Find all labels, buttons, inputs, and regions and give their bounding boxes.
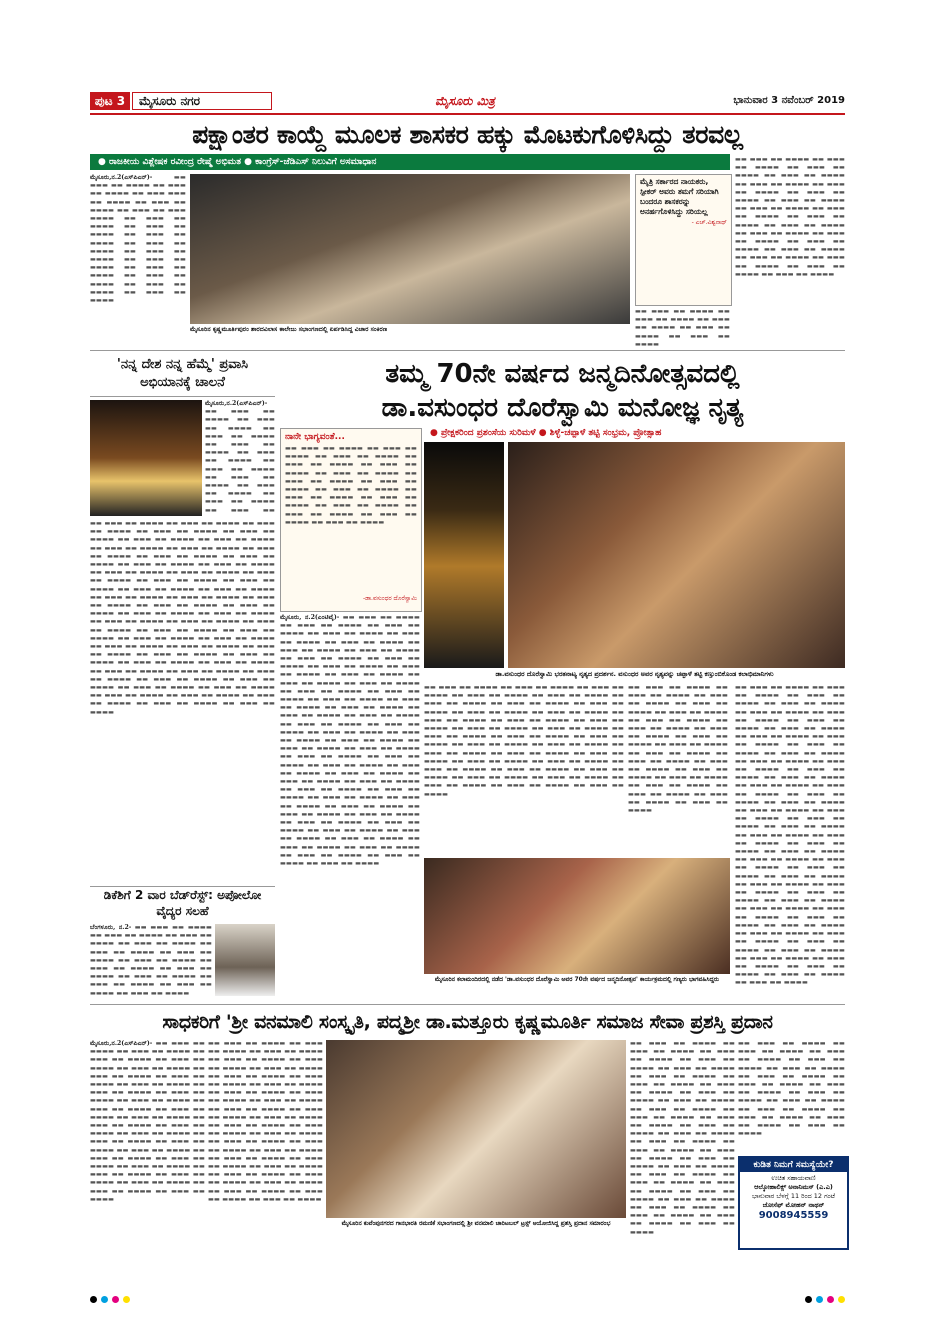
brief1-headline: 'ನನ್ನ ದೇಶ ನನ್ನ ಹೆಮ್ಮೆ' ಪ್ರವಾಸಿ ಅಭಿಯಾನಕ್ಕೆ ಚಾಲನೆ — [116, 357, 249, 390]
helpline-line-1: ಉಚಿತ ಸಹಾಯವಾಣಿ — [771, 1174, 816, 1182]
helpline-title: ಕುಡಿತ ನಿಮಗೆ ಸಮಸ್ಯೆಯೇ? — [740, 1158, 847, 1172]
feature-caption-1: ಡಾ.ವಸುಂಧರ ದೊರೆಸ್ವಾಮಿ ಭರತನಾಟ್ಯ ನೃತ್ಯದ ಪ್ರದರ್ಶನ. ವಸುಂಧರ ಅವರ ನೃತ್ಯವನ್ನು ಚಪ್ಪಾಳೆ ತಟ್ಟಿ ಕಣ್ತುಂಬಿಕೊಂಡ ಕಲಾಭಿಮಾನಿಗಳು — [495, 670, 774, 678]
bottom-column-4: ▬▬ ▬▬▬ ▬▬ ▬▬▬▬ ▬▬ ▬▬▬ ▬▬ ▬▬▬▬ ▬▬ ▬▬▬ ▬▬ ▬▬▬▬ ▬▬ ▬▬▬ ▬▬ ▬▬▬▬ ▬▬ ▬▬▬ ▬▬ ▬▬▬▬ ▬▬ ▬▬▬ ▬▬ ▬▬▬▬ ▬▬ ▬▬▬ ▬▬ ▬▬▬▬ ▬▬ ▬▬▬ ▬▬ ▬▬▬▬ ▬▬ ▬▬▬ ▬▬ ▬▬▬▬ ▬▬ ▬▬▬ ▬▬ ▬▬▬▬ ▬▬ ▬▬▬ ▬▬ ▬▬▬▬ ▬▬ ▬▬▬ ▬▬ ▬▬▬▬ ▬▬ ▬▬▬ ▬▬ ▬▬▬▬ ▬▬ ▬▬▬ ▬▬ ▬▬▬▬ — [738, 1040, 845, 1138]
lead-column-5: ▬▬ ▬▬▬ ▬▬ ▬▬▬▬ ▬▬ ▬▬▬ ▬▬ ▬▬▬▬ ▬▬ ▬▬▬ ▬▬ ▬▬▬▬ ▬▬ ▬▬▬ ▬▬ ▬▬▬▬ ▬▬ ▬▬▬ ▬▬ ▬▬▬▬ ▬▬ ▬▬▬ ▬▬ ▬▬▬▬ ▬▬ ▬▬▬ ▬▬ ▬▬▬▬ ▬▬ ▬▬▬ ▬▬ ▬▬▬▬ ▬▬ ▬▬▬ ▬▬ ▬▬▬▬ ▬▬ ▬▬▬ ▬▬ ▬▬▬▬ ▬▬ ▬▬▬ ▬▬ ▬▬▬▬ ▬▬ ▬▬▬ ▬▬ ▬▬▬▬ ▬▬ ▬▬▬ ▬▬ ▬▬▬▬ ▬▬ ▬▬▬ ▬▬ ▬▬▬▬ ▬▬ ▬▬▬ ▬▬ ▬▬▬▬ ▬▬ ▬▬▬ ▬▬ ▬▬▬▬ ▬▬ ▬▬▬ ▬▬ ▬▬▬▬ ▬▬ ▬▬▬ ▬▬ ▬▬▬▬ ▬▬ ▬▬▬ ▬▬ ▬▬▬▬ ▬▬ ▬▬▬ ▬▬ ▬▬▬▬ — [735, 156, 845, 278]
feature-column-1: ಮೈಸೂರು, ನ.2(ಎಂಟಿವೈ)- ▬▬ ▬▬▬ ▬▬ ▬▬▬▬ ▬▬ ▬▬▬ ▬▬ ▬▬▬▬ ▬▬ ▬▬▬ ▬▬ ▬▬▬▬ ▬▬ ▬▬▬ ▬▬ ▬▬▬▬ ▬▬ ▬▬▬ ▬▬ ▬▬▬▬ ▬▬ ▬▬▬ ▬▬ ▬▬▬▬ ▬▬ ▬▬▬ ▬▬ ▬▬▬▬ ▬▬ ▬▬▬ ▬▬ ▬▬▬▬ ▬▬ ▬▬▬ ▬▬ ▬▬▬▬ ▬▬ ▬▬▬ ▬▬ ▬▬▬▬ ▬▬ ▬▬▬ ▬▬ ▬▬▬▬ ▬▬ ▬▬▬ ▬▬ ▬▬▬▬ ▬▬ ▬▬▬ ▬▬ ▬▬▬▬ ▬▬ ▬▬▬ ▬▬ ▬▬▬▬ ▬▬ ▬▬▬ ▬▬ ▬▬▬▬ ▬▬ ▬▬▬ ▬▬ ▬▬▬▬ ▬▬ ▬▬▬ ▬▬ ▬▬▬▬ ▬▬ ▬▬▬ ▬▬ ▬▬▬▬ ▬▬ ▬▬▬ ▬▬ ▬▬▬▬ ▬▬ ▬▬▬ ▬▬ ▬▬▬▬ ▬▬ ▬▬▬ ▬▬ ▬▬▬▬ ▬▬ ▬▬▬ ▬▬ ▬▬▬▬ ▬▬ ▬▬▬ ▬▬ ▬▬▬▬ ▬▬ ▬▬▬ ▬▬ ▬▬▬▬ ▬▬ ▬▬▬ ▬▬ ▬▬▬▬ ▬▬ ▬▬▬ ▬▬ ▬▬▬▬ ▬▬ ▬▬▬ ▬▬ ▬▬▬▬ ▬▬ ▬▬▬ ▬▬ ▬▬▬▬ ▬▬ ▬▬▬ ▬▬ ▬▬▬▬ ▬▬ ▬▬▬ ▬▬ ▬▬▬▬ ▬▬ ▬▬▬ ▬▬ ▬▬▬▬ ▬▬ ▬▬▬ ▬▬ ▬▬▬▬ ▬▬ ▬▬▬ ▬▬ ▬▬▬▬ ▬▬ ▬▬▬ ▬▬ ▬▬▬▬ ▬▬ ▬▬▬ ▬▬ ▬▬▬▬ ▬▬ ▬▬▬ ▬▬ ▬▬▬▬ ▬▬ ▬▬▬ ▬▬ ▬▬▬▬ ▬▬ ▬▬▬ ▬▬ ▬▬▬▬ ▬▬ ▬▬▬ ▬▬ ▬▬▬▬ ▬▬ ▬▬▬ ▬▬ ▬▬▬▬ ▬▬ ▬▬▬ ▬▬ ▬▬▬▬ ▬▬ ▬▬▬ ▬▬ ▬▬▬▬ ▬▬ ▬▬▬ ▬▬ ▬▬▬▬ ▬▬ ▬▬▬ ▬▬ ▬▬▬▬ ▬▬ ▬▬▬ ▬▬ ▬▬▬▬ ▬▬ ▬▬▬ ▬▬ ▬▬▬▬ ▬▬ ▬▬▬ ▬▬ ▬▬▬▬ ▬▬ ▬▬▬ ▬▬ ▬▬▬▬ ▬▬ ▬▬▬ ▬▬ ▬▬▬▬ ▬▬ ▬▬▬ ▬▬ ▬▬▬▬ ▬▬ ▬▬▬ ▬▬ ▬▬▬▬ ▬▬ ▬▬▬ ▬▬ ▬▬▬▬ ▬▬ ▬▬▬ ▬▬ ▬▬▬▬ — [280, 614, 420, 868]
feature-quote-body: ▬▬ ▬▬▬ ▬▬ ▬▬▬▬ ▬▬ ▬▬▬ ▬▬ ▬▬▬▬ ▬▬ ▬▬▬ ▬▬ ▬▬▬▬ ▬▬ ▬▬▬ ▬▬ ▬▬▬▬ ▬▬ ▬▬▬ ▬▬ ▬▬▬▬ ▬▬ ▬▬▬ ▬▬ ▬▬▬▬ ▬▬ ▬▬▬ ▬▬ ▬▬▬▬ ▬▬ ▬▬▬ ▬▬ ▬▬▬▬ ▬▬ ▬▬▬ ▬▬ ▬▬▬▬ ▬▬ ▬▬▬ ▬▬ ▬▬▬▬ ▬▬ ▬▬▬ ▬▬ ▬▬▬▬ ▬▬ ▬▬▬ ▬▬ ▬▬▬▬ ▬▬ ▬▬▬ ▬▬ ▬▬▬▬ ▬▬ ▬▬▬ ▬▬ ▬▬▬▬ ▬▬ ▬▬▬ ▬▬ ▬▬▬▬ — [285, 445, 417, 526]
brief1-photo-vehicle — [90, 400, 202, 516]
lead-column-4: ▬▬ ▬▬▬ ▬▬ ▬▬▬▬ ▬▬ ▬▬▬ ▬▬ ▬▬▬▬ ▬▬ ▬▬▬ ▬▬ ▬▬▬▬ ▬▬ ▬▬▬ ▬▬ ▬▬▬▬ ▬▬ ▬▬▬ ▬▬ ▬▬▬▬ — [635, 308, 730, 348]
feature-headline-line1: ತಮ್ಮ 70ನೇ ವರ್ಷದ ಜನ್ಮದಿನೋತ್ಸವದಲ್ಲಿ — [385, 359, 740, 389]
feature-column-4: ▬▬ ▬▬▬ ▬▬ ▬▬▬▬ ▬▬ ▬▬▬ ▬▬ ▬▬▬▬ ▬▬ ▬▬▬ ▬▬ ▬▬▬▬ ▬▬ ▬▬▬ ▬▬ ▬▬▬▬ ▬▬ ▬▬▬ ▬▬ ▬▬▬▬ ▬▬ ▬▬▬ ▬▬ ▬▬▬▬ ▬▬ ▬▬▬ ▬▬ ▬▬▬▬ ▬▬ ▬▬▬ ▬▬ ▬▬▬▬ ▬▬ ▬▬▬ ▬▬ ▬▬▬▬ ▬▬ ▬▬▬ ▬▬ ▬▬▬▬ ▬▬ ▬▬▬ ▬▬ ▬▬▬▬ ▬▬ ▬▬▬ ▬▬ ▬▬▬▬ ▬▬ ▬▬▬ ▬▬ ▬▬▬▬ ▬▬ ▬▬▬ ▬▬ ▬▬▬▬ ▬▬ ▬▬▬ ▬▬ ▬▬▬▬ ▬▬ ▬▬▬ ▬▬ ▬▬▬▬ ▬▬ ▬▬▬ ▬▬ ▬▬▬▬ ▬▬ ▬▬▬ ▬▬ ▬▬▬▬ ▬▬ ▬▬▬ ▬▬ ▬▬▬▬ ▬▬ ▬▬▬ ▬▬ ▬▬▬▬ ▬▬ ▬▬▬ ▬▬ ▬▬▬▬ ▬▬ ▬▬▬ ▬▬ ▬▬▬▬ ▬▬ ▬▬▬ ▬▬ ▬▬▬▬ ▬▬ ▬▬▬ ▬▬ ▬▬▬▬ ▬▬ ▬▬▬ ▬▬ ▬▬▬▬ ▬▬ ▬▬▬ ▬▬ ▬▬▬▬ ▬▬ ▬▬▬ ▬▬ ▬▬▬▬ ▬▬ ▬▬▬ ▬▬ ▬▬▬▬ ▬▬ ▬▬▬ ▬▬ ▬▬▬▬ ▬▬ ▬▬▬ ▬▬ ▬▬▬▬ ▬▬ ▬▬▬ ▬▬ ▬▬▬▬ ▬▬ ▬▬▬ ▬▬ ▬▬▬▬ ▬▬ ▬▬▬ ▬▬ ▬▬▬▬ ▬▬ ▬▬▬ ▬▬ ▬▬▬▬ ▬▬ ▬▬▬ ▬▬ ▬▬▬▬ ▬▬ ▬▬▬ ▬▬ ▬▬▬▬ ▬▬ ▬▬▬ ▬▬ ▬▬▬▬ ▬▬ ▬▬▬ ▬▬ ▬▬▬▬ ▬▬ ▬▬▬ ▬▬ ▬▬▬▬ ▬▬ ▬▬▬ ▬▬ ▬▬▬▬ ▬▬ ▬▬▬ ▬▬ ▬▬▬▬ ▬▬ ▬▬▬ ▬▬ ▬▬▬▬ ▬▬ ▬▬▬ ▬▬ ▬▬▬▬ ▬▬ ▬▬▬ ▬▬ ▬▬▬▬ ▬▬ ▬▬▬ ▬▬ ▬▬▬▬ ▬▬ ▬▬▬ ▬▬ ▬▬▬▬ ▬▬ ▬▬▬ ▬▬ ▬▬▬▬ ▬▬ ▬▬▬ ▬▬ ▬▬▬▬ ▬▬ ▬▬▬ ▬▬ ▬▬▬▬ — [735, 684, 845, 987]
brief1-dateline: ಮೈಸೂರು,ನ.2(ಎಸ್‌ಪಿಎನ್)- — [205, 400, 268, 407]
lead-headline: ಪಕ್ಷಾಂತರ ಕಾಯ್ದೆ ಮೂಲಕ ಶಾಸಕರ ಹಕ್ಕು ಮೊಟಕುಗೊಳಿಸಿದ್ದು ತರವಲ್ಲ — [192, 120, 743, 149]
masthead: ಮೈಸೂರು ಮಿತ್ರ — [435, 94, 495, 108]
reg-dot — [112, 1296, 119, 1303]
lead-photo-caption: ಮೈಸೂರಿನ ಕೃಷ್ಣಮೂರ್ತಿಪುರಂ ಶಾರದವಿಲಾಸ ಕಾಲೇಜು ಸಭಾಂಗಣದಲ್ಲಿ ಏರ್ಪಡಿಸಿದ್ದ ವಿಚಾರ ಸಂಕಿರಣ — [190, 326, 388, 333]
registration-dots-bottom-left — [90, 1296, 130, 1303]
section-divider-2 — [90, 1004, 845, 1005]
feature-quote-title: ನಾನೇ ಭಾಗ್ಯವಂತೆ... — [285, 432, 345, 442]
lead-quote-text: ಮೈತ್ರಿ ಸರ್ಕಾರದ ನಾಯಕರು, ಸ್ಪೀಕರ್ ಅವರು ತಮಗೆ ಸರಿಯಾಗಿ ಬಂದರೂ ಶಾಸಕರನ್ನು ಅನರ್ಹಗೊಳಿಸಿದ್ದು ಸರಿಯಲ್ಲ — [640, 177, 719, 216]
brief1-header — [90, 356, 275, 397]
section-title: ಮೈಸೂರು ನಗರ — [132, 92, 272, 110]
feature-quote-box — [280, 428, 422, 612]
bottom-caption: ಮೈಸೂರಿನ ಕುವೆಂಪುನಗರದ ಗಾನಭಾರತಿ ರಮಣಿಕೆ ಸಭಾಂಗಣದಲ್ಲಿ ಶ್ರೀ ವನಮಾಲಿ ಚಾರಿಟಬಲ್ ಟ್ರಸ್ಟ್ ಆಯೋಜಿಸಿದ್ದ ಪ್ರಶಸ್ತಿ ಪ್ರದಾನ ಸಮಾರಂಭ — [341, 1220, 611, 1227]
feature-dateline: ಮೈಸೂರು, ನ.2(ಎಂಟಿವೈ)- — [280, 614, 340, 621]
feature-quote-signature: -ಡಾ.ವಸುಂಧರ ದೊರೆಸ್ವಾಮಿ — [362, 595, 417, 602]
bottom-photo-award — [326, 1040, 626, 1218]
feature-column-3: ▬▬ ▬▬▬ ▬▬ ▬▬▬▬ ▬▬ ▬▬▬ ▬▬ ▬▬▬▬ ▬▬ ▬▬▬ ▬▬ ▬▬▬▬ ▬▬ ▬▬▬ ▬▬ ▬▬▬▬ ▬▬ ▬▬▬ ▬▬ ▬▬▬▬ ▬▬ ▬▬▬ ▬▬ ▬▬▬▬ ▬▬ ▬▬▬ ▬▬ ▬▬▬▬ ▬▬ ▬▬▬ ▬▬ ▬▬▬▬ ▬▬ ▬▬▬ ▬▬ ▬▬▬▬ ▬▬ ▬▬▬ ▬▬ ▬▬▬▬ ▬▬ ▬▬▬ ▬▬ ▬▬▬▬ ▬▬ ▬▬▬ ▬▬ ▬▬▬▬ ▬▬ ▬▬▬ ▬▬ ▬▬▬▬ ▬▬ ▬▬▬ ▬▬ ▬▬▬▬ ▬▬ ▬▬▬ ▬▬ ▬▬▬▬ ▬▬ ▬▬▬ ▬▬ ▬▬▬▬ ▬▬ ▬▬▬ ▬▬ ▬▬▬▬ ▬▬ ▬▬▬ ▬▬ ▬▬▬▬ ▬▬ ▬▬▬ ▬▬ ▬▬▬▬ — [628, 684, 728, 815]
brief2-column: ಬೆಂಗಳೂರು, ನ.2- ▬▬ ▬▬▬ ▬▬ ▬▬▬▬ ▬▬ ▬▬▬ ▬▬ ▬▬▬▬ ▬▬ ▬▬▬ ▬▬ ▬▬▬▬ ▬▬ ▬▬▬ ▬▬ ▬▬▬▬ ▬▬ ▬▬▬ ▬▬ ▬▬▬▬ ▬▬ ▬▬▬ ▬▬ ▬▬▬▬ ▬▬ ▬▬▬ ▬▬ ▬▬▬▬ ▬▬ ▬▬▬ ▬▬ ▬▬▬▬ ▬▬ ▬▬▬ ▬▬ ▬▬▬▬ ▬▬ ▬▬▬ ▬▬ ▬▬▬▬ ▬▬ ▬▬▬ ▬▬ ▬▬▬▬ ▬▬ ▬▬▬ ▬▬ ▬▬▬▬ ▬▬ ▬▬▬ ▬▬ ▬▬▬▬ — [90, 924, 212, 997]
lead-dateline: ಮೈಸೂರು,ನ.2(ಎಸ್‌ಪಿಎನ್)- — [90, 174, 153, 181]
bottom-column-3: ▬▬ ▬▬▬ ▬▬ ▬▬▬▬ ▬▬ ▬▬▬ ▬▬ ▬▬▬▬ ▬▬ ▬▬▬ ▬▬ ▬▬▬▬ ▬▬ ▬▬▬ ▬▬ ▬▬▬▬ ▬▬ ▬▬▬ ▬▬ ▬▬▬▬ ▬▬ ▬▬▬ ▬▬ ▬▬▬▬ ▬▬ ▬▬▬ ▬▬ ▬▬▬▬ ▬▬ ▬▬▬ ▬▬ ▬▬▬▬ ▬▬ ▬▬▬ ▬▬ ▬▬▬▬ ▬▬ ▬▬▬ ▬▬ ▬▬▬▬ ▬▬ ▬▬▬ ▬▬ ▬▬▬▬ ▬▬ ▬▬▬ ▬▬ ▬▬▬▬ ▬▬ ▬▬▬ ▬▬ ▬▬▬▬ ▬▬ ▬▬▬ ▬▬ ▬▬▬▬ ▬▬ ▬▬▬ ▬▬ ▬▬▬▬ ▬▬ ▬▬▬ ▬▬ ▬▬▬▬ ▬▬ ▬▬▬ ▬▬ ▬▬▬▬ ▬▬ ▬▬▬ ▬▬ ▬▬▬▬ ▬▬ ▬▬▬ ▬▬ ▬▬▬▬ ▬▬ ▬▬▬ ▬▬ ▬▬▬▬ ▬▬ ▬▬▬ ▬▬ ▬▬▬▬ ▬▬ ▬▬▬ ▬▬ ▬▬▬▬ ▬▬ ▬▬▬ ▬▬ ▬▬▬▬ ▬▬ ▬▬▬ ▬▬ ▬▬▬▬ ▬▬ ▬▬▬ ▬▬ ▬▬▬▬ ▬▬ ▬▬▬ ▬▬ ▬▬▬▬ ▬▬ ▬▬▬ ▬▬ ▬▬▬▬ ▬▬ ▬▬▬ ▬▬ ▬▬▬▬ ▬▬ ▬▬▬ ▬▬ ▬▬▬▬ — [630, 1040, 735, 1236]
newspaper-page — [90, 92, 845, 1252]
bottom-column-1: ಮೈಸೂರು,ನ.2(ಎಸ್‌ಪಿಎನ್)- ▬▬ ▬▬▬ ▬▬ ▬▬▬▬ ▬▬ ▬▬▬ ▬▬ ▬▬▬▬ ▬▬ ▬▬▬ ▬▬ ▬▬▬▬ ▬▬ ▬▬▬ ▬▬ ▬▬▬▬ ▬▬ ▬▬▬ ▬▬ ▬▬▬▬ ▬▬ ▬▬▬ ▬▬ ▬▬▬▬ ▬▬ ▬▬▬ ▬▬ ▬▬▬▬ ▬▬ ▬▬▬ ▬▬ ▬▬▬▬ ▬▬ ▬▬▬ ▬▬ ▬▬▬▬ ▬▬ ▬▬▬ ▬▬ ▬▬▬▬ ▬▬ ▬▬▬ ▬▬ ▬▬▬▬ ▬▬ ▬▬▬ ▬▬ ▬▬▬▬ ▬▬ ▬▬▬ ▬▬ ▬▬▬▬ ▬▬ ▬▬▬ ▬▬ ▬▬▬▬ ▬▬ ▬▬▬ ▬▬ ▬▬▬▬ ▬▬ ▬▬▬ ▬▬ ▬▬▬▬ ▬▬ ▬▬▬ ▬▬ ▬▬▬▬ ▬▬ ▬▬▬ ▬▬ ▬▬▬▬ ▬▬ ▬▬▬ ▬▬ ▬▬▬▬ ▬▬ ▬▬▬ ▬▬ ▬▬▬▬ ▬▬ ▬▬▬ ▬▬ ▬▬▬▬ ▬▬ ▬▬▬ ▬▬ ▬▬▬▬ ▬▬ ▬▬▬ ▬▬ ▬▬▬▬ ▬▬ ▬▬▬ ▬▬ ▬▬▬▬ ▬▬ ▬▬▬ ▬▬ ▬▬▬▬ ▬▬ ▬▬▬ ▬▬ ▬▬▬▬ ▬▬ ▬▬▬ ▬▬ ▬▬▬▬ ▬▬ ▬▬▬ ▬▬ ▬▬▬▬ — [90, 1040, 205, 1203]
helpline-line-2: ಆಲ್ಕೋಹಾಲಿಕ್ಸ್ ಅನಾನಿಮಸ್ (ಎ.ಎ) — [754, 1183, 833, 1191]
lead-quote-box — [635, 174, 732, 306]
header-rule — [90, 113, 845, 115]
brief1-column-b: ▬▬ ▬▬▬ ▬▬ ▬▬▬▬ ▬▬ ▬▬▬ ▬▬ ▬▬▬▬ ▬▬ ▬▬▬ ▬▬ ▬▬▬▬ ▬▬ ▬▬▬ ▬▬ ▬▬▬▬ ▬▬ ▬▬▬ ▬▬ ▬▬▬▬ ▬▬ ▬▬▬ ▬▬ ▬▬▬▬ ▬▬ ▬▬▬ ▬▬ ▬▬▬▬ ▬▬ ▬▬▬ ▬▬ ▬▬▬▬ ▬▬ ▬▬▬ ▬▬ ▬▬▬▬ ▬▬ ▬▬▬ ▬▬ ▬▬▬▬ ▬▬ ▬▬▬ ▬▬ ▬▬▬▬ ▬▬ ▬▬▬ ▬▬ ▬▬▬▬ ▬▬ ▬▬▬ ▬▬ ▬▬▬▬ ▬▬ ▬▬▬ ▬▬ ▬▬▬▬ ▬▬ ▬▬▬ ▬▬ ▬▬▬▬ ▬▬ ▬▬▬ ▬▬ ▬▬▬▬ ▬▬ ▬▬▬ ▬▬ ▬▬▬▬ ▬▬ ▬▬▬ ▬▬ ▬▬▬▬ ▬▬ ▬▬▬ ▬▬ ▬▬▬▬ ▬▬ ▬▬▬ ▬▬ ▬▬▬▬ ▬▬ ▬▬▬ ▬▬ ▬▬▬▬ ▬▬ ▬▬▬ ▬▬ ▬▬▬▬ ▬▬ ▬▬▬ ▬▬ ▬▬▬▬ ▬▬ ▬▬▬ ▬▬ ▬▬▬▬ ▬▬ ▬▬▬ ▬▬ ▬▬▬▬ ▬▬ ▬▬▬ ▬▬ ▬▬▬▬ ▬▬ ▬▬▬ ▬▬ ▬▬▬▬ ▬▬ ▬▬▬ ▬▬ ▬▬▬▬ ▬▬ ▬▬▬ ▬▬ ▬▬▬▬ ▬▬ ▬▬▬ ▬▬ ▬▬▬▬ ▬▬ ▬▬▬ ▬▬ ▬▬▬▬ ▬▬ ▬▬▬ ▬▬ ▬▬▬▬ ▬▬ ▬▬▬ ▬▬ ▬▬▬▬ ▬▬ ▬▬▬ ▬▬ ▬▬▬▬ ▬▬ ▬▬▬ ▬▬ ▬▬▬▬ ▬▬ ▬▬▬ ▬▬ ▬▬▬▬ ▬▬ ▬▬▬ ▬▬ ▬▬▬▬ ▬▬ ▬▬▬ ▬▬ ▬▬▬▬ ▬▬ ▬▬▬ ▬▬ ▬▬▬▬ ▬▬ ▬▬▬ ▬▬ ▬▬▬▬ ▬▬ ▬▬▬ ▬▬ ▬▬▬▬ ▬▬ ▬▬▬ ▬▬ ▬▬▬▬ ▬▬ ▬▬▬ ▬▬ ▬▬▬▬ ▬▬ ▬▬▬ ▬▬ ▬▬▬▬ ▬▬ ▬▬▬ ▬▬ ▬▬▬▬ ▬▬ ▬▬▬ ▬▬ ▬▬▬▬ ▬▬ ▬▬▬ ▬▬ ▬▬▬▬ ▬▬ ▬▬▬ ▬▬ ▬▬▬▬ ▬▬ ▬▬▬ ▬▬ ▬▬▬▬ ▬▬ ▬▬▬ ▬▬ ▬▬▬▬ ▬▬ ▬▬▬ ▬▬ ▬▬▬▬ ▬▬ ▬▬▬ ▬▬ ▬▬▬▬ ▬▬ ▬▬▬ ▬▬ ▬▬▬▬ ▬▬ ▬▬▬ ▬▬ ▬▬▬▬ — [90, 520, 275, 716]
lead-subline: ● ರಾಜಕೀಯ ವಿಶ್ಲೇಷಕ ರವೀಂದ್ರ ರೇಷ್ಮೆ ಅಭಿಮತ ● ಕಾಂಗ್ರೆಸ್-ಜೆಡಿಎಸ್ ನಿಲುವಿಗೆ ಅಸಮಾಧಾನ — [90, 154, 730, 170]
brief2-headline: ಡಿಕೆಶಿಗೆ 2 ವಾರ ಬೆಡ್‌ರೆಸ್ಟ್: ಅಪೋಲೋ ವೈದ್ಯರ ಸಲಹೆ — [103, 888, 262, 918]
helpline-line-4: ಜೋಸೆಫ್ ಮೋಹನ್ ನಾಥನ್ — [762, 1201, 825, 1209]
lead-photo-seminar — [190, 174, 630, 324]
feature-subline: ● ಪ್ರೇಕ್ಷಕರಿಂದ ಪ್ರಶಂಸೆಯ ಸುರಿಮಳೆ ● ಶಿಳ್ಳೆ-ಚಪ್ಪಾಳೆ ತಟ್ಟಿ ಸಂಭ್ರಮ, ಪ್ರೋತ್ಸಾಹ — [430, 428, 662, 438]
helpline-phone: 9008945559 — [758, 1210, 829, 1221]
issue-date: ಭಾನುವಾರ 3 ನವೆಂಬರ್ 2019 — [733, 95, 845, 106]
helpline-box — [738, 1156, 849, 1250]
brief2-photo-portrait — [215, 924, 275, 996]
bottom-dateline: ಮೈಸೂರು,ನ.2(ಎಸ್‌ಪಿಎನ್)- — [90, 1040, 153, 1047]
reg-dot — [805, 1296, 812, 1303]
brief1-column-a: ಮೈಸೂರು,ನ.2(ಎಸ್‌ಪಿಎನ್)- ▬▬ ▬▬▬ ▬▬ ▬▬▬▬ ▬▬ ▬▬▬ ▬▬ ▬▬▬▬ ▬▬ ▬▬▬ ▬▬ ▬▬▬▬ ▬▬ ▬▬▬ ▬▬ ▬▬▬▬ ▬▬ ▬▬▬ ▬▬ ▬▬▬▬ ▬▬ ▬▬▬ ▬▬ ▬▬▬▬ ▬▬ ▬▬▬ ▬▬ ▬▬▬▬ ▬▬ ▬▬▬ ▬▬ ▬▬▬▬ ▬▬ ▬▬▬ ▬▬ ▬▬▬▬ ▬▬ ▬▬▬ ▬▬ — [205, 400, 275, 514]
lead-column-1: ಮೈಸೂರು,ನ.2(ಎಸ್‌ಪಿಎನ್)- ▬▬ ▬▬▬ ▬▬ ▬▬▬▬ ▬▬ ▬▬▬ ▬▬ ▬▬▬▬ ▬▬ ▬▬▬ ▬▬▬ ▬▬ ▬▬▬▬ ▬▬ ▬▬▬ ▬▬ ▬▬▬▬ ▬▬ ▬▬▬ ▬▬ ▬▬▬ ▬▬▬▬ ▬▬ ▬▬▬ ▬▬ ▬▬▬▬ ▬▬ ▬▬▬ ▬▬ ▬▬▬▬ ▬▬ ▬▬▬ ▬▬ ▬▬▬▬ ▬▬ ▬▬▬ ▬▬ ▬▬▬▬ ▬▬ ▬▬▬ ▬▬ ▬▬▬▬ ▬▬ ▬▬▬ ▬▬ ▬▬▬▬ ▬▬ ▬▬▬ ▬▬ ▬▬▬▬ ▬▬ ▬▬▬ ▬▬ ▬▬▬▬ ▬▬ ▬▬▬ ▬▬ ▬▬▬▬ ▬▬ ▬▬▬ ▬▬ ▬▬▬▬ — [90, 174, 186, 305]
reg-dot — [101, 1296, 108, 1303]
feature-caption-2: ಮೈಸೂರಿನ ಕಲಾಮಂದಿರದಲ್ಲಿ ನಡೆದ 'ಡಾ.ವಸುಂಧರ ದೊರೆಸ್ವಾಮಿ ಅವರ 70ನೇ ವರ್ಷದ ಜನ್ಮದಿನೋತ್ಸವ' ಕಾರ್ಯಕ್ರಮದಲ್ಲಿ ಗಣ್ಯರು ಭಾಗವಹಿಸಿದ್ದರು — [434, 976, 720, 983]
reg-dot — [123, 1296, 130, 1303]
reg-dot — [838, 1296, 845, 1303]
registration-dots-bottom-right — [805, 1296, 845, 1303]
brief2-header — [90, 886, 275, 923]
reg-dot — [827, 1296, 834, 1303]
section-divider — [90, 350, 845, 351]
reg-dot — [816, 1296, 823, 1303]
helpline-line-3: ಭಾನುವಾರ ಬೆಳಗ್ಗೆ 11 ರಿಂದ 12 ಗಂಟೆ — [752, 1192, 835, 1200]
feature-photo-dancer — [424, 442, 504, 668]
feature-photo-audience — [508, 442, 845, 668]
feature-photo-guests — [424, 858, 730, 974]
page-number: ಪುಟ 3 — [90, 92, 130, 110]
bottom-column-2: ▬▬ ▬▬▬ ▬▬ ▬▬▬▬ ▬▬ ▬▬▬ ▬▬ ▬▬▬▬ ▬▬ ▬▬▬ ▬▬ ▬▬▬▬ ▬▬ ▬▬▬ ▬▬ ▬▬▬▬ ▬▬ ▬▬▬ ▬▬ ▬▬▬▬ ▬▬ ▬▬▬ ▬▬ ▬▬▬▬ ▬▬ ▬▬▬ ▬▬ ▬▬▬▬ ▬▬ ▬▬▬ ▬▬ ▬▬▬▬ ▬▬ ▬▬▬ ▬▬ ▬▬▬▬ ▬▬ ▬▬▬ ▬▬ ▬▬▬▬ ▬▬ ▬▬▬ ▬▬ ▬▬▬▬ ▬▬ ▬▬▬ ▬▬ ▬▬▬▬ ▬▬ ▬▬▬ ▬▬ ▬▬▬▬ ▬▬ ▬▬▬ ▬▬ ▬▬▬▬ ▬▬ ▬▬▬ ▬▬ ▬▬▬▬ ▬▬ ▬▬▬ ▬▬ ▬▬▬▬ ▬▬ ▬▬▬ ▬▬ ▬▬▬▬ ▬▬ ▬▬▬ ▬▬ ▬▬▬▬ ▬▬ ▬▬▬ ▬▬ ▬▬▬▬ ▬▬ ▬▬▬ ▬▬ ▬▬▬▬ ▬▬ ▬▬▬ ▬▬ ▬▬▬▬ ▬▬ ▬▬▬ ▬▬ ▬▬▬▬ ▬▬ ▬▬▬ ▬▬ ▬▬▬▬ ▬▬ ▬▬▬ ▬▬ ▬▬▬▬ ▬▬ ▬▬▬ ▬▬ ▬▬▬▬ ▬▬ ▬▬▬ ▬▬ ▬▬▬▬ ▬▬ ▬▬▬ ▬▬ ▬▬▬▬ ▬▬ ▬▬▬ ▬▬ ▬▬▬▬ ▬▬ ▬▬▬ ▬▬ ▬▬▬▬ ▬▬ ▬▬▬ ▬▬ ▬▬▬▬ — [208, 1040, 323, 1203]
reg-dot — [90, 1296, 97, 1303]
lead-quote-signature: - ಎಚ್.ವಿಶ್ವನಾಥ್ — [691, 219, 727, 226]
brief2-dateline: ಬೆಂಗಳೂರು, ನ.2- — [90, 924, 132, 931]
bottom-headline: ಸಾಧಕರಿಗೆ 'ಶ್ರೀ ವನಮಾಲಿ ಸಂಸ್ಕೃತಿ, ಪದ್ಮಶ್ರೀ ಡಾ.ಮತ್ತೂರು ಕೃಷ್ಣಮೂರ್ತಿ ಸಮಾಜ ಸೇವಾ ಪ್ರಶಸ್ತಿ ಪ್ರದಾನ — [162, 1011, 773, 1033]
feature-headline-line2: ಡಾ.ವಸುಂಧರ ದೊರೆಸ್ವಾಮಿ ಮನೋಜ್ಞ ನೃತ್ಯ — [381, 393, 744, 423]
feature-column-2: ▬▬ ▬▬▬ ▬▬ ▬▬▬▬ ▬▬ ▬▬▬ ▬▬ ▬▬▬▬ ▬▬ ▬▬▬ ▬▬ ▬▬▬▬ ▬▬ ▬▬▬ ▬▬ ▬▬▬▬ ▬▬ ▬▬▬ ▬▬ ▬▬▬▬ ▬▬ ▬▬▬ ▬▬ ▬▬▬▬ ▬▬ ▬▬▬ ▬▬ ▬▬▬▬ ▬▬ ▬▬▬ ▬▬ ▬▬▬▬ ▬▬ ▬▬▬ ▬▬ ▬▬▬▬ ▬▬ ▬▬▬ ▬▬ ▬▬▬▬ ▬▬ ▬▬▬ ▬▬ ▬▬▬▬ ▬▬ ▬▬▬ ▬▬ ▬▬▬▬ ▬▬ ▬▬▬ ▬▬ ▬▬▬▬ ▬▬ ▬▬▬ ▬▬ ▬▬▬▬ ▬▬ ▬▬▬ ▬▬ ▬▬▬▬ ▬▬ ▬▬▬ ▬▬ ▬▬▬▬ ▬▬ ▬▬▬ ▬▬ ▬▬▬▬ ▬▬ ▬▬▬ ▬▬ ▬▬▬▬ ▬▬ ▬▬▬ ▬▬ ▬▬▬▬ ▬▬ ▬▬▬ ▬▬ ▬▬▬▬ ▬▬ ▬▬▬ ▬▬ ▬▬▬▬ ▬▬ ▬▬▬ ▬▬ ▬▬▬▬ ▬▬ ▬▬▬ ▬▬ ▬▬▬▬ ▬▬ ▬▬▬ ▬▬ ▬▬▬▬ ▬▬ ▬▬▬ ▬▬ ▬▬▬▬ ▬▬ ▬▬▬ ▬▬ ▬▬▬▬ ▬▬ ▬▬▬ ▬▬ ▬▬▬▬ ▬▬ ▬▬▬ ▬▬ ▬▬▬▬ ▬▬ ▬▬▬ ▬▬ ▬▬▬▬ ▬▬ ▬▬▬ ▬▬ ▬▬▬▬ ▬▬ ▬▬▬ ▬▬ ▬▬▬▬ ▬▬ ▬▬▬ ▬▬ ▬▬▬▬ ▬▬ ▬▬▬ ▬▬ ▬▬▬▬ — [424, 684, 624, 798]
